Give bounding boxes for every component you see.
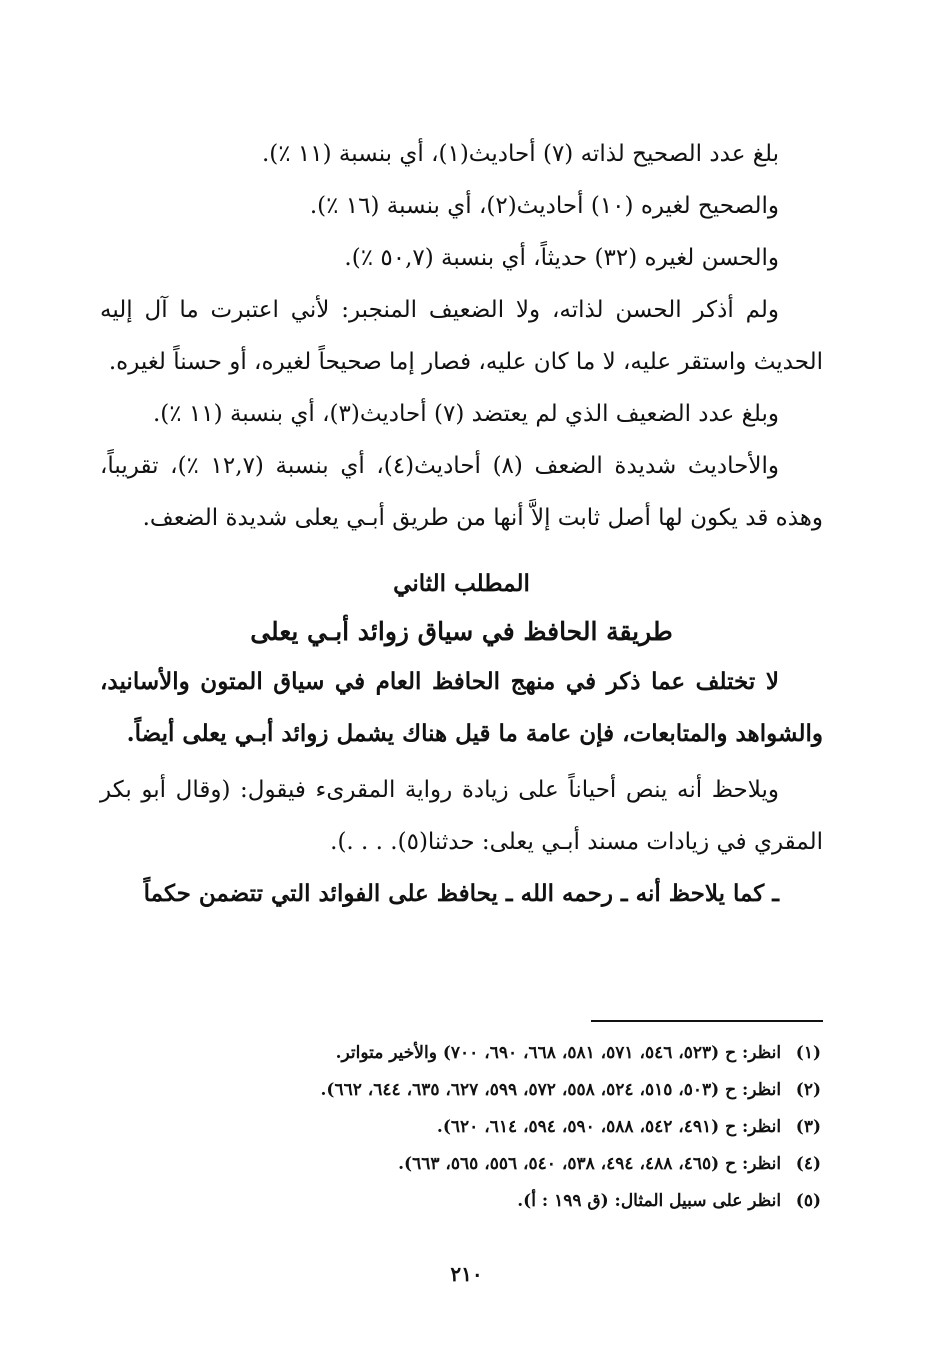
footnote-item <box>100 1109 821 1146</box>
footnote-text: انظر: ح (٥٢٣، ٥٤٦، ٥٧١، ٥٨١، ٦٦٨، ٦٩٠، ٧٠٠) والأخير متواتر. <box>335 1043 782 1063</box>
paragraph-muqri: ويلاحظ أنه ينص أحياناً على زيادة رواية المقرىء فيقول: (وقال أبو بكر المقري في زيادات مسند أبـي يعلى: حدثنا(٥). . . .). <box>100 777 823 855</box>
paragraph-shadid-daif: والأحاديث شديدة الضعف (٨) أحاديث(٤)، أي بنسبة (١٢,٧ ٪)، تقريباً، وهذه قد يكون لها أصل ثابت إلاَّ أنها من طريق أبـي يعلى شديدة الضعف. <box>100 453 823 531</box>
footnote-text: انظر: ح (٤٩١، ٥٤٢، ٥٨٨، ٥٩٠، ٥٩٤، ٦١٤، ٦٢٠). <box>436 1117 782 1137</box>
footnote-item <box>100 1183 821 1220</box>
paragraph-sahih-lighayrihi: والصحيح لغيره (١٠) أحاديث(٢)، أي بنسبة (١٦ ٪). <box>309 193 779 219</box>
footnotes <box>100 1035 821 1220</box>
footnote-item <box>100 1146 821 1183</box>
footnote-text: انظر على سبيل المثال: (ق ١٩٩ : أ). <box>517 1191 782 1211</box>
footnote-number: (٣) <box>795 1117 821 1137</box>
section-heading: المطلب الثاني <box>393 570 530 597</box>
paragraph-hasan-note: ولم أذكر الحسن لذاته، ولا الضعيف المنجبر: لأني اعتبرت ما آل إليه الحديث واستقر عليه، لا ما كان عليه، فصار إما صحيحاً لغيره، أو حسناً لغيره. <box>100 297 823 375</box>
footnote-number: (٥) <box>795 1191 821 1211</box>
footnote-item <box>100 1035 821 1072</box>
footnote-number: (٤) <box>795 1154 821 1174</box>
section-subheading: طريقة الحافظ في سياق زوائد أبـي يعلى <box>250 617 673 646</box>
paragraph-hasan-lighayrihi: والحسن لغيره (٣٢) حديثاً، أي بنسبة (٥٠,٧ ٪). <box>344 245 779 271</box>
footnote-text: انظر: ح (٤٦٥، ٤٨٨، ٤٩٤، ٥٣٨، ٥٤٠، ٥٥٦، ٥٦٥، ٦٦٣). <box>398 1154 782 1174</box>
footnote-divider <box>591 1020 823 1022</box>
footnote-text: انظر: ح (٥٠٣، ٥١٥، ٥٢٤، ٥٥٨، ٥٧٢، ٥٩٩، ٦٢٧، ٦٣٥، ٦٤٤، ٦٦٢). <box>320 1080 782 1100</box>
footnote-number: (١) <box>795 1043 821 1063</box>
footnote-item <box>100 1072 821 1109</box>
page-number: ٢١٠ <box>450 1262 483 1286</box>
paragraph-daif: وبلغ عدد الضعيف الذي لم يعتضد (٧) أحاديث(٣)، أي بنسبة (١١ ٪). <box>152 401 779 427</box>
paragraph-fawaid: ـ كما يلاحظ أنه ـ رحمه الله ـ يحافظ على الفوائد التي تتضمن حكماً <box>143 880 779 907</box>
paragraph-sahih-lidhatihi: بلغ عدد الصحيح لذاته (٧) أحاديث(١)، أي بنسبة (١١ ٪). <box>261 141 779 167</box>
paragraph-method: لا تختلف عما ذكر في منهج الحافظ العام في سياق المتون والأسانيد، والشواهد والمتابعات، فإن عامة ما قيل هناك يشمل زوائد أبـي يعلى أيضاً. <box>100 668 823 747</box>
main-text <box>100 128 823 920</box>
footnote-number: (٢) <box>795 1080 821 1100</box>
